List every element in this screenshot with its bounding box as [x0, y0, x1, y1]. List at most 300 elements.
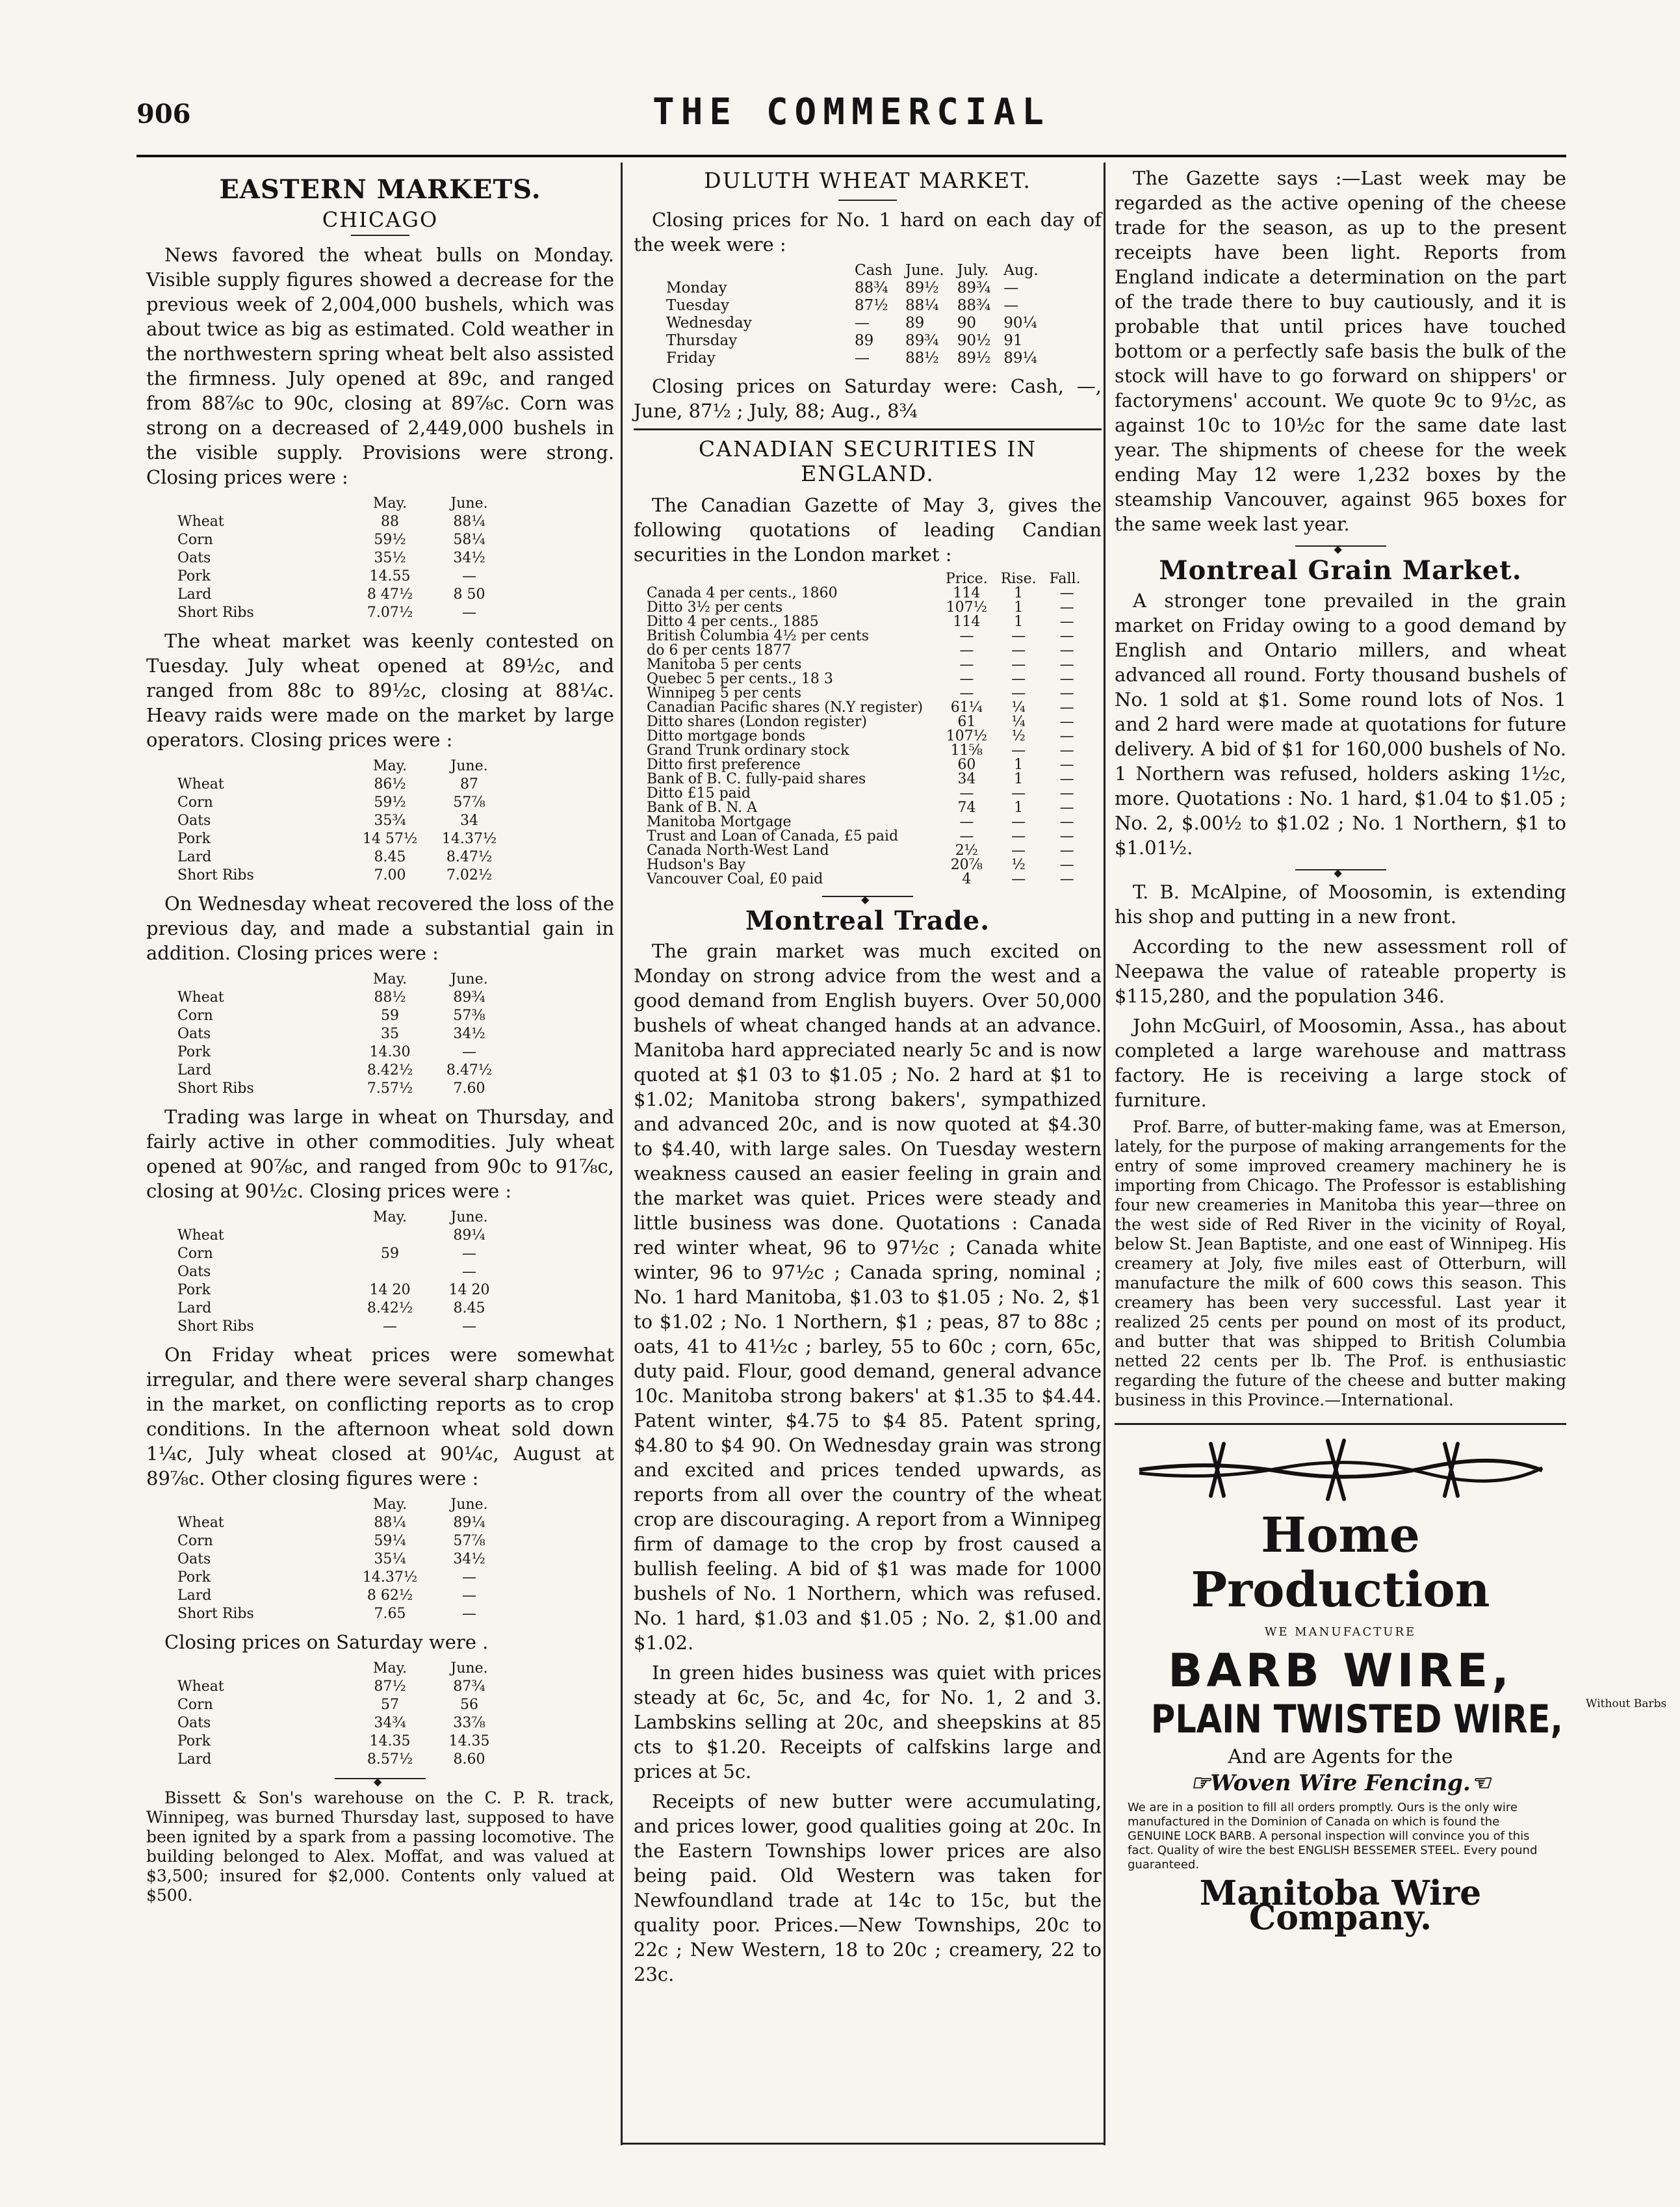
row-value: —	[462, 1264, 476, 1280]
table-column-header: May.	[372, 1496, 407, 1513]
news-item: T. B. McAlpine, of Moosomin, is extending his shop and putting in a new front.	[1115, 881, 1566, 928]
table-row	[640, 801, 1091, 815]
table-header-blank	[640, 572, 939, 586]
ad-manufacture-label: WE MANUFACTURE	[1264, 1625, 1417, 1639]
row-value: 57	[381, 1697, 399, 1713]
row-label: Short Ribs	[177, 1080, 254, 1097]
row-label: Friday	[666, 350, 716, 367]
row-value: ¼	[1011, 714, 1026, 730]
table-row	[177, 1678, 509, 1696]
row-value: 61¼	[950, 699, 983, 716]
row-value: 57⅞	[453, 1533, 485, 1549]
table-header-blank	[177, 1660, 350, 1678]
table-row	[660, 280, 1045, 297]
row-label: Quebec 5 per cents., 18 3	[647, 671, 833, 687]
masthead: THE COMMERCIAL	[652, 91, 1050, 133]
row-value: 88¾	[957, 297, 991, 314]
row-label: Wheat	[177, 776, 224, 792]
row-value: —	[959, 685, 974, 701]
row-value: 34	[957, 771, 976, 787]
row-value: 59	[381, 1246, 399, 1262]
table-row	[660, 315, 1045, 332]
table-row	[177, 531, 509, 549]
row-value: 8.45	[453, 1300, 485, 1316]
row-value: —	[1059, 842, 1074, 859]
row-label: Trust and Loan of Canada, £5 paid	[647, 828, 899, 844]
row-value: 7.57½	[367, 1080, 413, 1097]
row-label: Manitoba 5 per cents	[647, 657, 802, 673]
table-header-blank	[177, 495, 350, 513]
table-row	[660, 332, 1045, 350]
table-row	[640, 844, 1091, 858]
row-value: —	[1059, 642, 1074, 659]
table-row	[660, 350, 1045, 367]
row-value: —	[959, 671, 974, 687]
table-row	[177, 1732, 509, 1751]
row-value: 89¾	[453, 989, 485, 1006]
table-row	[177, 1696, 509, 1714]
row-value: 35¾	[374, 813, 406, 829]
row-value: 14 57½	[362, 831, 418, 847]
row-value: 8.47½	[446, 1062, 493, 1078]
paragraph: Trading was large in wheat on Thursday, and fairly active in other commodities. July wheat opened at 90⅞c, and ranged from 90c to 91⅞c, closing at 90½c. Closing prices were :	[146, 1106, 614, 1202]
table-header-blank	[177, 971, 350, 989]
table-row	[640, 615, 1091, 629]
bottom-rule	[621, 2143, 1105, 2145]
row-value: 107½	[946, 728, 988, 744]
row-label: Tuesday	[666, 297, 729, 314]
row-label: do 6 per cents 1877	[647, 642, 792, 659]
section-title: Montreal Trade.	[745, 906, 990, 936]
row-value: —	[1011, 828, 1026, 844]
row-value: 14.55	[369, 568, 411, 584]
row-label: Lard	[177, 1300, 212, 1316]
news-item: Prof. Barre, of butter-making fame, was at Emerson, lately, for the purpose of making arrangements for the entry of some improved creamery machinery he is importing from Chicago. The Professor is establishing four new creameries in Manitoba this year—three on the west side of Red River in the vicinity of Royal, below St. Jean Baptiste, and one east of Winnipeg. His creamery at Joly, five miles east of Otterburn, will manufacture the milk of 600 cows this season. This creamery has been very successful. Last year it realized 25 cents per pound on most of its product, and butter that was shipped to British Columbia netted 22 cents per lb. The Prof. is enthusiastic regarding the future of the cheese and butter making business in this Province.—International.	[1115, 1117, 1566, 1409]
row-value: —	[1059, 771, 1074, 787]
table-row	[640, 629, 1091, 644]
table-column-header: May.	[372, 1209, 407, 1225]
price-table	[177, 757, 509, 885]
row-value: 7.60	[453, 1080, 485, 1097]
row-value: —	[1011, 814, 1026, 830]
row-value: 35	[381, 1026, 399, 1042]
row-value: 57⅞	[453, 794, 485, 811]
row-value: 88½	[905, 350, 939, 367]
row-value	[350, 1227, 430, 1245]
row-label: Lard	[177, 1587, 212, 1604]
row-value: —	[462, 1246, 476, 1262]
table-row	[640, 701, 1091, 715]
row-label: Corn	[177, 1008, 213, 1024]
row-value: 1	[1014, 599, 1024, 616]
row-label: Pork	[177, 1282, 211, 1298]
table-row	[177, 568, 509, 586]
row-label: Winnipeg 5 per cents	[647, 685, 802, 701]
row-value: 8.42½	[367, 1300, 413, 1316]
row-value: 89¾	[905, 332, 939, 349]
row-value: 107½	[946, 599, 988, 616]
row-value: 89	[905, 315, 925, 332]
row-value: 14 20	[369, 1282, 411, 1298]
row-value: —	[462, 1606, 476, 1622]
row-value: 1	[1014, 771, 1024, 787]
row-label: Bank of B. N. A	[647, 800, 758, 816]
title-rule	[838, 200, 897, 201]
table-row	[640, 729, 1091, 744]
table-row	[660, 297, 1045, 315]
row-value: —	[855, 315, 870, 332]
barbed-wire-icon	[1133, 1434, 1549, 1506]
news-item: Bissett & Son's warehouse on the C. P. R. track, Winnipeg, was burned Thursday last, supposed to have been ignited by a spark from a passing locomotive. The building belonged to Alex. Moffat, and was valued at $3,500; insured for $2,000. Contents only valued at $500.	[146, 1788, 614, 1905]
row-label: Wheat	[177, 1515, 224, 1531]
section-divider	[1295, 869, 1386, 870]
table-column-header: July.	[957, 262, 989, 279]
ad-fine-print: We are in a position to fill all orders promptly. Ours is the only wire manufactured in the Dominion of Canada on which is found the GENUINE LOCK BARB. A personal inspection will convince you of this fact. Quality of wire the best ENGLISH BESSEMER STEEL. Every pound guaranteed.	[1128, 1801, 1538, 1872]
row-value: —	[959, 828, 974, 844]
row-value: 88¼	[453, 514, 485, 530]
row-value: —	[1059, 599, 1074, 616]
table-column-header: Aug.	[1003, 262, 1039, 279]
table-row	[640, 672, 1091, 686]
row-value: 7.07½	[367, 605, 413, 621]
row-label: Monday	[666, 280, 727, 296]
row-value: 90½	[957, 332, 991, 349]
table-column-header: Cash	[855, 262, 892, 279]
row-value: —	[1003, 297, 1019, 314]
row-value: 59	[381, 1008, 399, 1024]
ad-agents: And are Agents for the	[1228, 1745, 1453, 1768]
row-label: Canada North-West Land	[647, 842, 829, 859]
row-value: —	[1059, 728, 1074, 744]
table-row	[177, 794, 509, 812]
row-label: Lard	[177, 849, 212, 865]
column-divider	[621, 163, 623, 2145]
column-divider	[1104, 163, 1105, 2145]
table-row	[640, 872, 1091, 887]
row-value: 35¼	[374, 1551, 406, 1567]
section-divider	[1295, 545, 1386, 547]
price-table	[177, 1496, 509, 1623]
paragraph: Closing prices on Saturday were .	[164, 1631, 489, 1653]
row-value: —	[959, 628, 974, 644]
row-value: 89½	[957, 350, 991, 367]
news-item: According to the new assessment roll of Neepawa the value of rateable property is $115,280, and the population 346.	[1115, 935, 1566, 1007]
row-label: Thursday	[666, 332, 738, 349]
section-title: DULUTH WHEAT MARKET.	[704, 168, 1031, 193]
row-value: —	[462, 1569, 476, 1586]
table-row	[640, 744, 1091, 758]
row-value: 4	[962, 871, 972, 887]
row-label: Ditto 3½ per cents	[647, 599, 783, 616]
row-value: 89	[855, 332, 874, 349]
table-header-row	[177, 971, 509, 989]
table-header-row	[177, 1208, 509, 1227]
row-value: 90¼	[1003, 315, 1037, 332]
section-divider	[822, 896, 913, 897]
paragraph: Closing prices for No. 1 hard on each day of the week were :	[634, 209, 1102, 255]
table-row	[177, 1263, 509, 1281]
row-value: 14.35	[369, 1733, 411, 1749]
row-label: Ditto mortgage bonds	[647, 728, 806, 744]
row-value: 8 47½	[367, 586, 413, 603]
row-label: Corn	[177, 1697, 213, 1713]
column-eastern-markets	[146, 166, 614, 1911]
row-value: 89¾	[957, 280, 991, 296]
row-label: Hudson's Bay	[647, 857, 746, 873]
row-value: —	[1059, 714, 1074, 730]
row-value: —	[1011, 642, 1026, 659]
table-row	[177, 1514, 509, 1532]
table-header-row	[177, 1496, 509, 1514]
row-label: Ditto first preference	[647, 757, 801, 773]
table-row	[177, 1245, 509, 1263]
row-value: —	[1059, 757, 1074, 773]
row-value: —	[1059, 685, 1074, 701]
table-row	[640, 787, 1091, 801]
price-table	[177, 495, 509, 622]
table-column-header: June.	[450, 1209, 488, 1225]
row-value: 61	[957, 714, 976, 730]
table-row	[177, 1007, 509, 1025]
row-value: 88	[381, 514, 399, 530]
row-value: ½	[1011, 728, 1026, 744]
table-row	[640, 858, 1091, 872]
row-value: 2½	[955, 842, 979, 859]
row-value: 14.37½	[441, 831, 497, 847]
ad-plain-wire-line	[1115, 1697, 1667, 1742]
row-value: —	[959, 785, 974, 802]
row-label: Bank of B. C. fully-paid shares	[647, 771, 866, 787]
table-row	[640, 829, 1091, 844]
paragraph: On Wednesday wheat recovered the loss of the previous day, and made a substantial gain in addition. Closing prices were :	[146, 893, 614, 964]
row-label: Oats	[177, 1715, 211, 1731]
table-header-blank	[177, 757, 350, 776]
row-value: 88¾	[855, 280, 888, 296]
row-value: 87¾	[453, 1678, 485, 1695]
table-row	[640, 772, 1091, 787]
table-row	[177, 830, 509, 848]
row-value: 8.45	[374, 849, 406, 865]
row-value: 57⅜	[453, 1008, 485, 1024]
paragraph: The wheat market was keenly contested on Tuesday. July wheat opened at 89½c, and ranged from 88c to 89½c, closing at 88¼c. Heavy raids were made on the market by large operators. Closing prices were :	[146, 630, 614, 751]
row-label: Corn	[177, 794, 213, 811]
row-value: 1	[1014, 614, 1024, 630]
section-title: EASTERN MARKETS.	[219, 174, 541, 205]
row-label: Ditto 4 per cents., 1885	[647, 614, 819, 630]
column-duluth-securities-montreal	[634, 166, 1102, 1992]
row-value: 8 50	[453, 586, 485, 603]
table-header-blank	[177, 1496, 350, 1514]
row-value: —	[959, 642, 974, 659]
row-value: 58¼	[453, 532, 485, 548]
table-row	[177, 1080, 509, 1098]
row-label: Pork	[177, 568, 211, 584]
row-value: —	[959, 814, 974, 830]
table-row	[177, 867, 509, 885]
row-value	[350, 1263, 430, 1281]
table-row	[177, 549, 509, 568]
table-row	[640, 601, 1091, 615]
paragraph: News favored the wheat bulls on Monday. Visible supply figures showed a decrease for the previous week of 2,004,000 bushels, which was about twice as big as estimated. Cold weather in the northwestern spring wheat belt also assisted the firmness. July opened at 89c, and ranged from 88⅞c to 90c, closing at 89⅞c. Corn was strong on a decreased of 2,449,000 bushels in the visible supply. Provisions were strong. Closing prices were :	[146, 244, 614, 488]
row-label: Oats	[177, 1026, 211, 1042]
row-value: 86½	[374, 776, 406, 792]
row-value: —	[1011, 742, 1026, 759]
row-value: 8.57½	[367, 1751, 413, 1768]
table-row	[177, 812, 509, 830]
row-value: —	[1011, 842, 1026, 859]
table-row	[177, 586, 509, 604]
row-value: 1	[1014, 585, 1024, 601]
row-value: 59¼	[374, 1533, 406, 1549]
row-value: 89¼	[453, 1227, 485, 1244]
row-value: 8 62½	[367, 1587, 413, 1604]
row-value: 34	[460, 813, 478, 829]
row-label: Oats	[177, 813, 211, 829]
row-label: Corn	[177, 532, 213, 548]
row-value: 87	[460, 776, 478, 792]
row-value: 88¼	[374, 1515, 406, 1531]
table-header-row	[660, 262, 1045, 280]
row-value: ¼	[1011, 699, 1026, 716]
header-rule	[136, 155, 1566, 157]
paragraph: Receipts of new butter were accumulating, and prices lower, good qualities going at 20c. In the Eastern Townships lower prices are also being paid. Old Western was taken for Newfoundland trade at 14c to 15c, but the quality poor. Prices.—New Townships, 20c to 22c ; New Western, 18 to 20c ; creamery, 22 to 23c.	[634, 1790, 1102, 1985]
row-label: Corn	[177, 1533, 213, 1549]
table-row	[177, 1550, 509, 1569]
section-title: Montreal Grain Market.	[1159, 555, 1522, 586]
ad-plain-wire: PLAIN TWISTED WIRE,	[1150, 1697, 1563, 1742]
table-row	[177, 1714, 509, 1732]
row-value: —	[1059, 871, 1074, 887]
row-value: —	[383, 1318, 397, 1335]
row-value: —	[1059, 614, 1074, 630]
table-column-header: Price.	[946, 571, 988, 587]
row-value: —	[1059, 671, 1074, 687]
row-label: Pork	[177, 1044, 211, 1060]
row-label: Wednesday	[666, 315, 752, 332]
row-value: 114	[953, 585, 981, 601]
price-table	[177, 971, 509, 1098]
table-row	[177, 1227, 509, 1245]
ad-woven-wire: ☞Woven Wire Fencing.☜	[1190, 1770, 1491, 1796]
row-label: Ditto £15 paid	[647, 785, 751, 802]
row-value: 8.60	[453, 1751, 485, 1768]
table-row	[177, 1569, 509, 1587]
row-value: 74	[957, 800, 976, 816]
row-value: —	[1011, 785, 1026, 802]
row-label: Canada 4 per cents., 1860	[647, 585, 838, 601]
table-row	[177, 1299, 509, 1318]
table-column-header: May.	[372, 971, 407, 987]
row-label: Short Ribs	[177, 867, 254, 883]
row-label: Vancouver Coal, £0 paid	[647, 871, 823, 887]
securities-table	[640, 572, 1091, 887]
row-value: 90	[957, 315, 976, 332]
row-label: Oats	[177, 1551, 211, 1567]
row-value: —	[1011, 871, 1026, 887]
row-value: 59½	[374, 794, 406, 811]
table-row	[177, 1318, 509, 1336]
table-header-row	[177, 1660, 509, 1678]
row-value: —	[1011, 671, 1026, 687]
row-value: 87½	[855, 297, 888, 314]
row-value: 1	[1014, 757, 1024, 773]
table-column-header: June.	[450, 1660, 488, 1677]
ad-without-barbs: Without Barbs	[1586, 1697, 1667, 1710]
row-label: Oats	[177, 1264, 211, 1280]
table-header-row	[640, 572, 1091, 586]
row-value: ½	[1011, 857, 1026, 873]
row-label: Pork	[177, 1733, 211, 1749]
row-value: 35½	[374, 550, 406, 566]
row-label: Wheat	[177, 989, 224, 1006]
table-row	[177, 1587, 509, 1605]
table-column-header: June.	[450, 495, 488, 512]
row-value: 89¼	[1003, 350, 1037, 367]
price-table	[177, 1660, 509, 1769]
news-item: John McGuirl, of Moosomin, Assa., has about completed a large warehouse and mattrass factory. He is receiving a large stock of furniture.	[1115, 1015, 1566, 1111]
table-row	[177, 989, 509, 1007]
table-column-header: Fall.	[1049, 571, 1081, 587]
table-row	[177, 848, 509, 867]
row-value: —	[1059, 828, 1074, 844]
row-value: 11⅝	[950, 742, 983, 759]
row-value: 7.02½	[446, 867, 493, 883]
table-row	[177, 1025, 509, 1043]
row-value: 34½	[453, 1026, 485, 1042]
row-value: —	[462, 605, 476, 621]
row-value: 20⅞	[950, 857, 983, 873]
advertisement	[1115, 1423, 1667, 1938]
subtitle-rule	[351, 235, 409, 236]
table-header-row	[177, 495, 509, 513]
table-column-header: May.	[372, 1660, 407, 1677]
paragraph: In green hides business was quiet with prices steady at 6c, 5c, and 4c, for No. 1, 2 and 3. Lambskins selling at 20c, and sheepskins at 85 cts to $1.20. Receipts of calfskins large and prices at 5c.	[634, 1662, 1102, 1783]
row-label: Short Ribs	[177, 1606, 254, 1622]
table-row	[640, 686, 1091, 701]
row-value: —	[855, 350, 870, 367]
row-value: —	[462, 568, 476, 584]
table-header-row	[177, 757, 509, 776]
row-label: Pork	[177, 1569, 211, 1586]
table-column-header: Rise.	[1000, 571, 1037, 587]
row-value: 91	[1003, 332, 1023, 349]
table-header-blank	[660, 262, 848, 280]
row-label: Manitoba Mortgage	[647, 814, 792, 830]
section-subtitle: CHICAGO	[322, 207, 439, 232]
ad-barb-wire: BARB WIRE,	[1168, 1644, 1513, 1697]
paragraph: Closing prices on Saturday were: Cash, —, June, 87½ ; July, 88; Aug., 8¾	[634, 375, 1102, 422]
paragraph: The Canadian Gazette of May 3, gives the following quotations of leading Candian securities in the London market :	[634, 494, 1102, 566]
row-value: 14 20	[448, 1282, 490, 1298]
row-value: —	[1059, 814, 1074, 830]
row-label: Short Ribs	[177, 605, 254, 621]
row-label: Oats	[177, 550, 211, 566]
row-value: —	[1059, 800, 1074, 816]
duluth-price-table	[660, 262, 1045, 367]
row-value: —	[1059, 785, 1074, 802]
table-column-header: May.	[372, 495, 407, 512]
row-label: Lard	[177, 1751, 212, 1768]
row-value: —	[1059, 857, 1074, 873]
paragraph: The Gazette says :—Last week may be regarded as the active opening of the cheese trade for the season, as up to the present receipts have been light. Reports from England indicate a determination on the part of the trade there to buy cautiously, and it is probable that until prices have touched bottom or a perfectly safe basis the bulk of the stock will have to go forward on shippers' or factorymens' account. We quote 9c to 9½c, as against 10c to 10½c for the same date last year. The shipments of cheese for the week ending May 12 were 1,232 boxes by the steamship Vancouver, against 965 boxes for the same week last year.	[1115, 167, 1566, 535]
table-row	[177, 1281, 509, 1299]
row-value: 56	[460, 1697, 478, 1713]
row-value: 34¾	[374, 1715, 406, 1731]
row-value: —	[1011, 685, 1026, 701]
table-header-blank	[177, 1208, 350, 1227]
row-label: Wheat	[177, 514, 224, 530]
row-value: 114	[953, 614, 981, 630]
